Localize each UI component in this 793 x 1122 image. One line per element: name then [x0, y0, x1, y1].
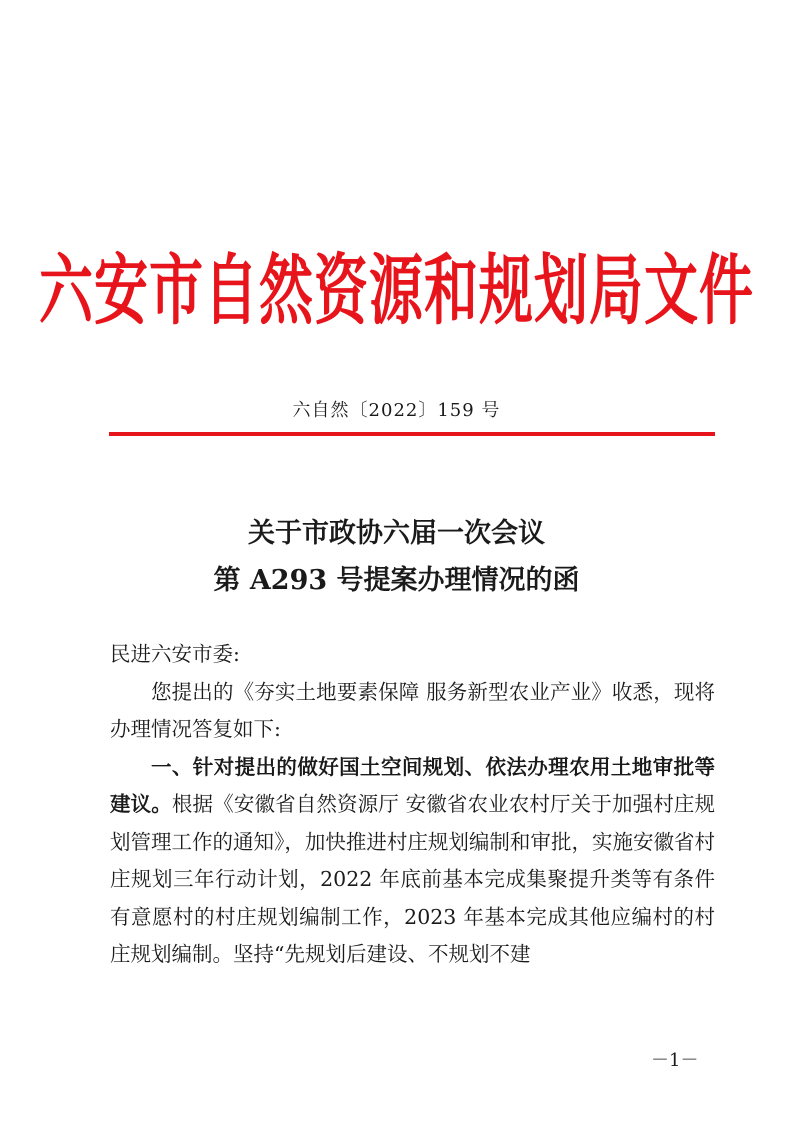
issuing-authority-title: 六安市自然资源和规划局文件	[39, 244, 754, 336]
document-number: 六自然〔2022〕159 号	[292, 400, 501, 421]
document-title-line-1: 关于市政协六届一次会议	[248, 518, 545, 549]
intro-paragraph: 您提出的《夯实土地要素保障 服务新型农业产业》收悉，现将办理情况答复如下:	[110, 679, 715, 741]
section-1-paragraph	[110, 749, 715, 974]
section-1-heading: 一、针对提出的做好国土空间规划、依法办理农用土地审批等建议。	[110, 754, 715, 816]
document-title-line-2: 第 A293 号提案办理情况的函	[213, 565, 580, 596]
document-title	[0, 510, 793, 604]
letter-body	[110, 636, 715, 974]
section-1-body: 根据《安徽省自然资源厅 安徽省农业农村厅关于加强村庄规划管理工作的通知》，加快推进村庄规划编制和审批，实施安徽省村庄规划三年行动计划，2022 年底前基本完成集聚提升类等有条件有意愿村的村庄规划编制工作，2023 年基本完成其他应编村的村庄规划编制。坚持“先规划后建设、不规划不建	[110, 792, 716, 966]
salutation: 民进六安市委:	[110, 642, 240, 666]
red-divider-line	[109, 432, 715, 436]
page-number: －1－	[651, 1050, 699, 1071]
